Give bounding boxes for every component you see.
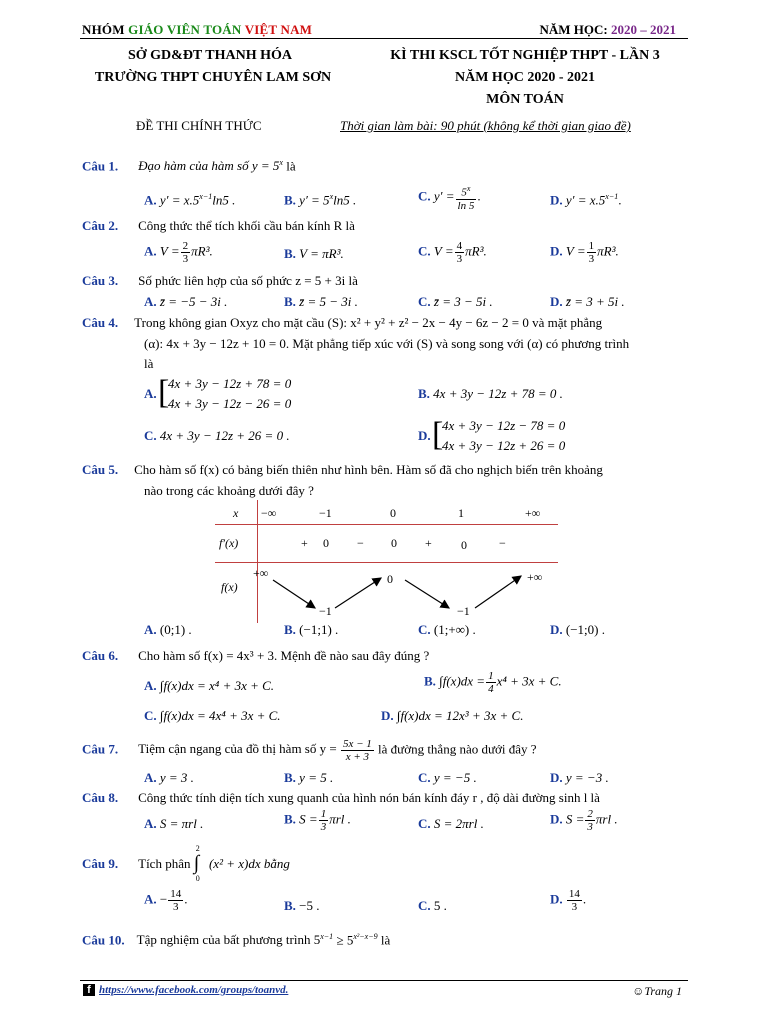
answer-5b[interactable]: B. (−1;1) . (284, 622, 339, 637)
header-divider (80, 38, 688, 39)
answer-text: y = −5 . (433, 770, 477, 785)
answer-9c[interactable]: C. 5 . (418, 898, 447, 913)
answer-text: V = (433, 243, 454, 259)
x-value: −1 (319, 506, 332, 520)
question-label: Câu 3. (82, 273, 119, 288)
answer-4b[interactable]: B. 4x + 3y − 12z + 78 = 0 . (418, 386, 563, 401)
exam-title: KÌ THI KSCL TỐT NGHIỆP THPT - LẦN 3 (390, 48, 660, 63)
variation-arrows (215, 500, 558, 623)
question-text: là đường thẳng nào dưới đây ? (378, 741, 537, 757)
answer-3d[interactable]: D. z̄ = 3 + 5i . (550, 294, 625, 309)
answer-text: 4x + 3y − 12z + 78 = 0 . (433, 386, 563, 401)
answer-3c[interactable]: C. z̄ = 3 − 5i . (418, 294, 493, 309)
answer-text: z̄ = −5 − 3i . (159, 294, 228, 309)
question-text: Đạo hàm của hàm số y = 5 (138, 158, 280, 174)
answer-2d[interactable]: D. V = $\frac{1}{3}$ πR³. (550, 240, 619, 265)
question-label: Câu 5. (82, 462, 119, 477)
question-text: Cho hàm số f(x) có bảng biến thiên như hình bên. Hàm số đã cho nghịch biến trên khoảng (134, 462, 603, 477)
question-text: là (282, 158, 296, 174)
question-text: (x² + x)dx bằng (208, 856, 290, 871)
question-4-line3: là (144, 356, 154, 371)
answer-3a[interactable]: A. z̄ = −5 − 3i . (144, 294, 228, 309)
question-label: Câu 1. (82, 158, 119, 174)
answer-9d[interactable]: D. $\frac{14}{3}$ . (550, 888, 587, 913)
answer-text: z̄ = 3 − 5i . (433, 294, 493, 309)
x-value: −∞ (261, 506, 277, 520)
question-label: Câu 8. (82, 790, 119, 805)
time-limit: Thời gian làm bài: 90 phút (không kể thời gian giao đề) (340, 118, 631, 133)
answer-8d[interactable]: D. S = $\frac{2}{3}$ πrl . (550, 808, 618, 833)
question-text: Công thức thể tích khối cầu bán kính R là (138, 218, 355, 233)
question-7: Câu 7. Tiệm cận ngang của đồ thị hàm số y = $\frac{5x - 1}{x + 3}$ là đường thẳng nào dưới đây ? (82, 738, 537, 763)
answer-text: πR³. (191, 243, 213, 259)
question-label: Câu 9. (82, 856, 119, 871)
question-5-line2: nào trong các khoảng dưới đây ? (144, 483, 314, 498)
answer-text: V = (159, 243, 180, 259)
answer-8b[interactable]: B. S = $\frac{1}{3}$ πrl . (284, 808, 351, 833)
answer-text: ∫f(x)dx = (439, 673, 486, 689)
subject: MÔN TOÁN (486, 92, 564, 107)
answer-7d[interactable]: D. y = −3 . (550, 770, 609, 785)
facebook-icon: f (83, 984, 95, 996)
answer-9a[interactable]: A. − $\frac{14}{3}$ . (144, 888, 188, 913)
answer-3b[interactable]: B. z̄ = 5 − 3i . (284, 294, 358, 309)
row-header-f: f(x) (221, 580, 238, 594)
question-label: Câu 6. (82, 648, 119, 663)
row-header-fprime: f′(x) (219, 536, 239, 550)
answer-5a[interactable]: A. (0;1) . (144, 622, 192, 637)
sign: + (301, 536, 308, 550)
question-text: ≥ 5 (333, 932, 354, 948)
question-text: là (377, 932, 391, 948)
question-label: Câu 2. (82, 218, 119, 233)
question-label: Câu 10. (82, 932, 125, 948)
question-4 (82, 315, 602, 331)
answer-6c[interactable]: C. ∫f(x)dx = 4x⁴ + 3x + C. (144, 708, 281, 723)
sign: + (425, 536, 432, 550)
answer-text: −5 . (299, 898, 320, 913)
group-text: GIÁO VIÊN (128, 22, 204, 37)
answer-1d[interactable]: D. $y' = x.5^{x-1}$. (550, 192, 622, 208)
question-text: Cho hàm số f(x) = 4x³ + 3. Mệnh đề nào sau đây đúng ? (138, 648, 430, 663)
answer-4c[interactable]: C. 4x + 3y − 12z + 26 = 0 . (144, 428, 290, 443)
question-text: Tích phân (138, 856, 191, 871)
answer-5c[interactable]: C. (1;+∞) . (418, 622, 476, 637)
answer-text: ∫f(x)dx = 12x³ + 3x + C. (396, 708, 524, 723)
question-text: Trong không gian Oxyz cho mặt cầu (S): x² + y² + z² − 2x − 4y − 6z − 2 = 0 và mặt phẳng (134, 315, 603, 330)
question-1: Câu 1. Đạo hàm của hàm số $y = 5^x$ là (82, 158, 296, 174)
sign: − (499, 536, 506, 550)
group-text: NHÓM (82, 22, 129, 37)
answer-text: 4x + 3y − 12z + 78 = 0 (168, 376, 292, 391)
answer-text: z̄ = 3 + 5i . (565, 294, 625, 309)
answer-text: y = 5 . (299, 770, 334, 785)
question-6 (82, 648, 429, 664)
group-text: TOÁN (203, 22, 245, 37)
answer-text: V = (565, 243, 586, 259)
school-name: TRƯỜNG THPT CHUYÊN LAM SƠN (94, 70, 332, 85)
question-text: Công thức tính diện tích xung quanh của hình nón bán kính đáy r , độ dài đường sinh l là (138, 790, 600, 805)
answer-text: y = −3 . (565, 770, 609, 785)
f-value: −1 (319, 604, 332, 618)
answer-text: 4x + 3y − 12z + 26 = 0 (442, 438, 566, 453)
sign: − (357, 536, 364, 550)
department: SỞ GD&ĐT THANH HÓA (127, 48, 292, 63)
answer-text: (−1;0) . (565, 622, 605, 637)
answer-6d[interactable]: D. ∫f(x)dx = 12x³ + 3x + C. (381, 708, 524, 723)
question-text: Tập nghiệm của bất phương trình 5 (136, 932, 321, 948)
answer-text: S = πrl . (159, 816, 204, 831)
answer-text: (1;+∞) . (433, 622, 476, 637)
question-text: Tiệm cận ngang của đồ thị hàm số y = (138, 741, 337, 757)
question-label: Câu 4. (82, 315, 119, 330)
answer-text: ∫f(x)dx = x⁴ + 3x + C. (159, 678, 275, 693)
f-value: +∞ (253, 566, 269, 580)
question-10: Câu 10. Tập nghiệm của bất phương trình $5^{x-1} \ge 5^{x^2-x-9}$ là (82, 932, 391, 948)
answer-text: (−1;1) . (299, 622, 339, 637)
answer-text: 4x + 3y − 12z − 26 = 0 (168, 396, 292, 411)
answer-6b[interactable]: B. ∫f(x)dx = $\frac{1}{4}$ x⁴ + 3x + C. (424, 670, 562, 695)
answer-text: πR³. (597, 243, 619, 259)
footer-divider (80, 980, 688, 981)
answer-text: S = 2πrl . (433, 816, 484, 831)
f-value: 0 (387, 572, 393, 586)
question-label: Câu 7. (82, 741, 119, 757)
answer-text: ln5 . (333, 192, 357, 208)
variation-table (215, 500, 558, 623)
school-year (540, 22, 677, 38)
question-8 (82, 790, 600, 806)
question-4-line2: (α): 4x + 3y − 12z + 10 = 0. Mặt phẳng tiếp xúc với (S) và song song với (α) có phương trình (144, 336, 630, 351)
group-name (82, 22, 312, 38)
answer-text: z̄ = 5 − 3i . (299, 294, 358, 309)
answer-6a[interactable]: A. ∫f(x)dx = x⁴ + 3x + C. (144, 678, 275, 693)
f-value: +∞ (527, 570, 543, 584)
question-5 (82, 462, 603, 478)
question-3 (82, 273, 358, 289)
answer-1b[interactable]: B. $y' = 5^x\ln 5$ . (284, 192, 357, 208)
facebook-group-link[interactable]: https://www.facebook.com/groups/toanvd. (99, 984, 289, 996)
sign: 0 (323, 536, 329, 550)
answer-text: 5 . (433, 898, 447, 913)
year-value: 2020 – 2021 (611, 22, 676, 37)
answer-text: ln5 . (212, 192, 236, 208)
answer-1c[interactable]: C. y′ = $\frac{5^x}{\ln 5}$ . (418, 184, 481, 212)
answer-text: y′ = x.5 (565, 192, 606, 208)
x-value: 1 (458, 506, 464, 520)
answer-2c[interactable]: C. V = $\frac{4}{3}$ πR³. (418, 240, 487, 265)
row-header-x: x (233, 506, 239, 520)
x-value: +∞ (525, 506, 541, 520)
answer-text: V = πR³. (299, 246, 344, 261)
answer-1a[interactable]: A. $y' = x.5^{x-1}\ln 5$ . (144, 192, 236, 208)
question-2 (82, 218, 355, 234)
group-text: VIỆT NAM (244, 22, 313, 37)
answer-text: S = (299, 811, 318, 827)
answer-text: (0;1) . (159, 622, 192, 637)
exam-year: NĂM HỌC 2020 - 2021 (455, 70, 595, 85)
question-9: Câu 9. Tích phân 2 ∫ 0 (x² + x)dx bằng (82, 844, 290, 884)
answer-text: 4x + 3y − 12z − 78 = 0 (442, 418, 566, 433)
answer-8a[interactable]: A. S = πrl . (144, 816, 204, 831)
sign: 0 (461, 538, 467, 552)
year-label: NĂM HỌC: (539, 22, 611, 37)
answer-text: x⁴ + 3x + C. (496, 673, 562, 689)
answer-7a[interactable]: A. y = 3 . (144, 770, 194, 785)
answer-text: y = 3 . (159, 770, 194, 785)
x-value: 0 (390, 506, 396, 520)
answer-text: − (159, 891, 168, 907)
answer-text: y′ = x.5 (159, 192, 200, 208)
answer-text: y′ = (433, 188, 455, 204)
answer-8c[interactable]: C. S = 2πrl . (418, 816, 484, 831)
answer-text: πrl . (595, 811, 618, 827)
sign: 0 (391, 536, 397, 550)
answer-text: ∫f(x)dx = 4x⁴ + 3x + C. (159, 708, 281, 723)
answer-2a[interactable]: A. V = $\frac{2}{3}$ πR³. (144, 240, 213, 265)
answer-7c[interactable]: C. y = −5 . (418, 770, 477, 785)
official-label: ĐỀ THI CHÍNH THỨC (136, 118, 262, 133)
question-text: Số phức liên hợp của số phức z = 5 + 3i là (138, 273, 358, 288)
page-number: ☺Trang 1 (632, 984, 682, 998)
answer-2b[interactable]: B. V = πR³. (284, 246, 344, 261)
answer-text: 4x + 3y − 12z + 26 = 0 . (159, 428, 290, 443)
f-value: −1 (457, 604, 470, 618)
answer-9b[interactable]: B. −5 . (284, 898, 320, 913)
answer-5d[interactable]: D. (−1;0) . (550, 622, 605, 637)
answer-text: y′ = 5 (299, 192, 330, 208)
answer-text: S = (565, 811, 585, 827)
answer-text: πrl . (329, 811, 351, 827)
answer-7b[interactable]: B. y = 5 . (284, 770, 334, 785)
answer-text: πR³. (465, 243, 487, 259)
